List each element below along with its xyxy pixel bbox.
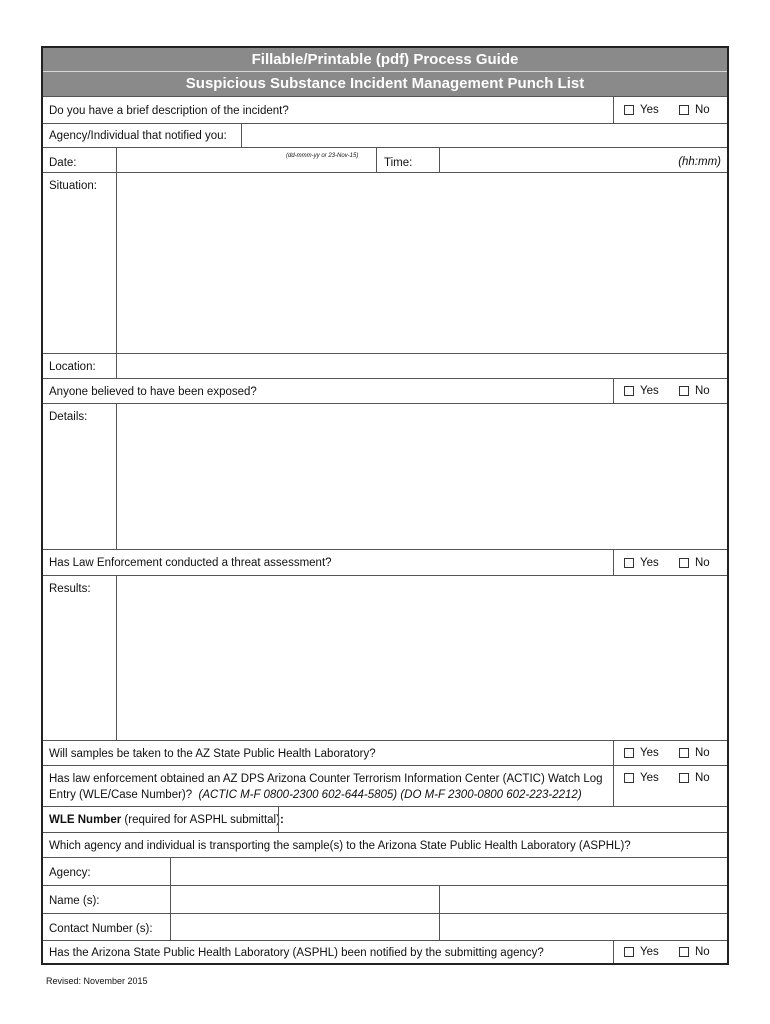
asphl-notified-no[interactable] [679,946,710,958]
threat-assessment-no[interactable] [679,557,710,569]
location-label: Location: [49,361,96,373]
row-agency [43,857,727,885]
row-contact-numbers [43,913,727,940]
wle-number-field[interactable] [279,807,727,832]
checkbox-icon[interactable] [679,105,689,115]
agency-label: Agency: [49,867,91,879]
row-date-time [43,147,727,172]
actic-entry-text: Entry (WLE/Case Number)? [49,789,193,801]
row-location [43,353,727,378]
no-label: No [695,385,710,397]
no-label: No [695,772,710,784]
date-label: Date: [49,157,77,169]
brief-description-yes[interactable] [624,104,659,116]
brief-description-label: Do you have a brief description of the incident? [49,105,289,117]
row-wle-number [43,806,727,832]
row-asphl-notified [43,940,727,963]
row-agency-notified [43,123,727,147]
results-label: Results: [49,583,91,595]
samples-yes[interactable] [624,747,659,759]
agency-notified-field[interactable] [242,124,727,147]
actic-line2 [49,788,582,802]
exposed-yes[interactable] [624,385,659,397]
exposed-no[interactable] [679,385,710,397]
no-label: No [695,747,710,759]
agency-field[interactable] [171,858,727,885]
row-transport-agency [43,832,727,857]
threat-assessment-yes-no [613,550,727,575]
samples-label: Will samples be taken to the AZ State Public Health Laboratory? [49,748,376,760]
yes-label: Yes [640,385,659,397]
no-label: No [695,557,710,569]
names-label: Name (s): [49,895,100,907]
time-hint: (hh:mm) [678,156,721,168]
row-situation [43,172,727,353]
yes-label: Yes [640,946,659,958]
wle-number-label [49,813,284,827]
wle-number-title: WLE Number [49,814,122,826]
contact-label: Contact Number (s): [49,923,153,935]
row-threat-assessment [43,549,727,575]
asphl-notified-label: Has the Arizona State Public Health Laboratory (ASPHL) been notified by the submitting agency? [49,947,544,959]
no-label: No [695,946,710,958]
situation-label: Situation: [49,180,97,192]
location-field[interactable] [117,354,727,378]
checkbox-icon[interactable] [624,386,634,396]
date-hint: (dd-mmm-yy or 23-Nov-15) [286,153,359,159]
row-results [43,575,727,740]
date-field[interactable] [117,148,376,172]
contact-field-2[interactable] [440,914,727,940]
agency-notified-label: Agency/Individual that notified you: [49,130,227,142]
situation-field[interactable] [117,173,727,353]
name-field-1[interactable] [171,886,439,913]
threat-assessment-label: Has Law Enforcement conducted a threat assessment? [49,557,332,569]
row-brief-description [43,96,727,123]
samples-no[interactable] [679,747,710,759]
brief-description-yes-no [613,97,727,123]
checkbox-icon[interactable] [679,947,689,957]
yes-label: Yes [640,104,659,116]
name-field-2[interactable] [440,886,727,913]
checkbox-icon[interactable] [624,105,634,115]
checkbox-icon[interactable] [679,773,689,783]
brief-description-no[interactable] [679,104,710,116]
checkbox-icon[interactable] [679,558,689,568]
wle-number-note: (required for ASPHL submittal) [124,814,280,826]
details-label: Details: [49,411,88,423]
actic-no[interactable] [679,772,710,784]
samples-yes-no [613,741,727,765]
yes-label: Yes [640,747,659,759]
transport-agency-label: Which agency and individual is transporting the sample(s) to the Arizona State Public Health Laboratory (ASPHL)? [49,840,631,852]
form-title: Fillable/Printable (pdf) Process Guide [43,48,727,72]
form-subtitle: Suspicious Substance Incident Management Punch List [43,72,727,96]
row-details [43,403,727,549]
no-label: No [695,104,710,116]
yes-label: Yes [640,772,659,784]
exposed-yes-no [613,379,727,403]
actic-yes-no [613,766,727,806]
row-samples [43,740,727,765]
asphl-notified-yes[interactable] [624,946,659,958]
row-exposed [43,378,727,403]
actic-contacts: (ACTIC M-F 0800-2300 602-644-5805) (DO M-F 2300-0800 602-223-2212) [198,789,582,801]
actic-line1: Has law enforcement obtained an AZ DPS Arizona Counter Terrorism Information Center (ACTIC) Watch Log [49,773,603,785]
asphl-notified-yes-no [613,941,727,963]
checkbox-icon[interactable] [624,773,634,783]
revised-date: Revised: November 2015 [46,976,148,986]
row-actic-watch-log [43,765,727,806]
exposed-label: Anyone believed to have been exposed? [49,386,257,398]
checkbox-icon[interactable] [624,748,634,758]
incident-punch-list-form [41,46,729,965]
checkbox-icon[interactable] [679,386,689,396]
row-names [43,885,727,913]
divider [376,148,377,172]
details-field[interactable] [117,404,727,549]
yes-label: Yes [640,557,659,569]
checkbox-icon[interactable] [624,947,634,957]
contact-field-1[interactable] [171,914,439,940]
results-field[interactable] [117,576,727,740]
wle-number-colon: : [279,814,284,826]
time-label: Time: [384,157,413,169]
checkbox-icon[interactable] [624,558,634,568]
threat-assessment-yes[interactable] [624,557,659,569]
actic-yes[interactable] [624,772,659,784]
checkbox-icon[interactable] [679,748,689,758]
